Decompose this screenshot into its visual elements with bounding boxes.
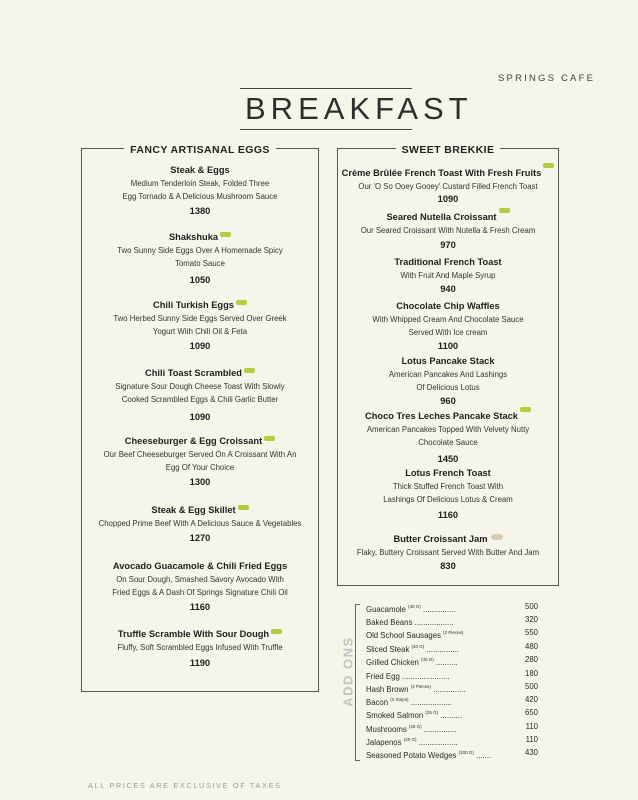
addon-row: Smoked Salmon $^{(25 G)}$ .......... 650 [366,708,538,720]
menu-item [338,211,558,251]
item-description: On Sour Dough, Smashed Savory Avocado With Fried Eggs & A Dash Of Springs Signature Chili Oil [112,575,288,597]
item-price: 1190 [189,658,211,668]
item-price: 960 [440,396,456,406]
menu-item [338,533,558,572]
menu-item [82,435,318,488]
item-description: Fluffy, Soft Scrambled Eggs Infused With Truffle [117,643,283,652]
menu-item [338,467,558,521]
item-description: Our 'O So Ooey Gooey' Custard Filled French Toast [358,182,538,191]
sweet-brekkie-section [337,144,559,586]
item-price: 1450 [437,454,459,464]
addons-label: ADD ONS [340,636,356,707]
item-description: Flaky, Buttery Croissant Served With Butter And Jam [356,548,540,557]
section-heading: FANCY ARTISANAL EGGS [124,144,276,156]
menu-item [338,410,558,465]
addon-row: Grilled Chicken $^{(40 G)}$ .......... 280 [366,655,538,667]
item-name: Choco Tres Leches Pancake Stack [338,410,558,422]
addon-price: 650 [524,708,538,717]
item-description: Signature Sour Dough Cheese Toast With Slowly Cooked Scrambled Eggs & Chili Garlic Butter [115,382,285,404]
item-price: 1090 [189,412,211,422]
item-name: Truffle Scramble With Sour Dough [82,628,318,640]
new-badge-icon [220,232,231,237]
addon-price: 420 [524,695,538,704]
item-name: Chocolate Chip Waffles [396,301,500,311]
section-heading-wrap [82,140,318,158]
addon-row: Seasoned Potato Wedges $^{(100 G)}$ ....... 430 [366,748,538,760]
addon-row: Guacamole $^{(40 G)}$ ............... 500 [366,602,538,614]
item-price: 1090 [189,341,211,351]
item-name: Traditional French Toast [394,257,502,267]
item-price: 940 [440,284,456,294]
item-description: Two Sunny Side Eggs Over A Homemade Spicy Tomato Sauce [117,246,283,268]
menu-item [82,560,318,613]
menu-item [338,355,558,407]
croissant-icon [491,534,503,540]
section-heading: SWEET BREKKIE [396,144,501,156]
addon-price: 110 [525,735,538,744]
item-description: Our Seared Croissant With Nutella & Fresh Cream [360,226,536,235]
item-description: Medium Tenderloin Steak, Folded Three Egg Tornado & A Delicious Mushroom Sauce [122,179,278,201]
item-description: American Pancakes Topped With Velvety Nutty Chocolate Sauce [366,425,530,447]
new-badge-icon [238,505,249,510]
item-name: Chili Toast Scrambled [82,367,318,379]
addon-price: 480 [524,642,538,651]
item-price: 1270 [189,533,211,543]
new-badge-icon [520,407,531,412]
addon-price: 180 [524,669,538,678]
menu-item [82,504,318,544]
menu-item [82,628,318,669]
menu-item [82,367,318,423]
menu-item [82,231,318,286]
addon-row: Bacon $^{(2 Strips)}$ ................... 420 [366,695,538,707]
addon-row: Fried Egg ...................... 180 [366,669,538,681]
addon-row: Mushrooms $^{(20 G)}$ ............... 110 [366,722,538,734]
item-description: With Fruit And Maple Syrup [400,271,496,280]
addon-price: 280 [524,655,538,664]
section-heading-wrap [338,140,558,158]
item-price: 830 [440,561,456,571]
item-price: 1380 [189,206,211,216]
item-description: Our Beef Cheeseburger Served On A Croissant With An Egg Of Your Choice [103,450,297,472]
item-price: 1300 [189,477,211,487]
menu-item [338,167,558,205]
addons-bracket-top [355,604,360,605]
menu-item [338,256,558,295]
addon-price: 110 [525,722,538,731]
item-name: Cheeseburger & Egg Croissant [82,435,318,447]
item-name: Steak & Egg Skillet [82,504,318,516]
title-bottom-rule [240,129,412,130]
item-name: Steak & Eggs [170,165,230,175]
item-description: Two Herbed Sunny Side Eggs Served Over Greek Yogurt With Chili Oil & Feta [113,314,287,336]
item-name: Lotus French Toast [405,468,491,478]
menu-item [338,300,558,352]
brand-name: SPRINGS CAFE [498,73,596,84]
addon-row: Old School Sausages $^{(2 Pieces)}$ 550 [366,628,538,640]
item-description: With Whipped Cream And Chocolate Sauce Served With Ice cream [372,315,524,337]
addon-price: 320 [524,615,538,624]
item-name: Seared Nutella Croissant [338,211,558,223]
item-price: 1090 [437,194,459,204]
new-badge-icon [236,300,247,305]
addon-price: 500 [524,682,538,691]
item-price: 1160 [437,510,459,520]
item-name: Butter Croissant Jam [338,533,558,545]
item-name: Crème Brûlée French Toast With Fresh Fruits [338,167,558,179]
addon-row: Baked Beans .................. 320 [366,615,538,627]
addon-price: 550 [524,628,538,637]
menu-item [82,299,318,352]
new-badge-icon [244,368,255,373]
new-badge-icon [499,208,510,213]
item-price: 1050 [189,275,211,285]
item-description: Thick Stuffed French Toast With Lashings Of Delicious Lotus & Cream [383,482,513,504]
new-badge-icon [543,163,554,168]
new-badge-icon [271,629,282,634]
item-price: 1100 [437,341,459,351]
page-title-block [240,88,473,130]
menu-item [82,164,318,217]
item-name: Avocado Guacamole & Chili Fried Eggs [112,561,288,571]
addon-row: Hash Brown $^{(3 Pieces)}$ ............... 500 [366,682,538,694]
addon-row: Jalapenos $^{(20 G)}$ .................. 110 [366,735,538,747]
addon-price: 430 [524,748,538,757]
addon-row: Sliced Steak $^{(40 G)}$ ............... 480 [366,642,538,654]
item-description: American Pancakes And Lashings Of Delicious Lotus [388,370,508,392]
item-name: Chili Turkish Eggs [82,299,318,311]
item-name: Shakshuka [82,231,318,243]
item-description: Chopped Prime Beef With A Delicious Sauce & Vegetables [98,519,302,528]
item-price: 970 [440,240,456,250]
page-title: BREAKFAST [245,91,473,126]
fancy-artisanal-eggs-section [81,144,319,692]
addon-price: 500 [524,602,538,611]
tax-disclaimer: ALL PRICES ARE EXCLUSIVE OF TAXES [88,781,282,790]
new-badge-icon [264,436,275,441]
addons-bracket-bottom [355,760,360,761]
item-price: 1160 [189,602,211,612]
item-name: Lotus Pancake Stack [401,356,495,366]
